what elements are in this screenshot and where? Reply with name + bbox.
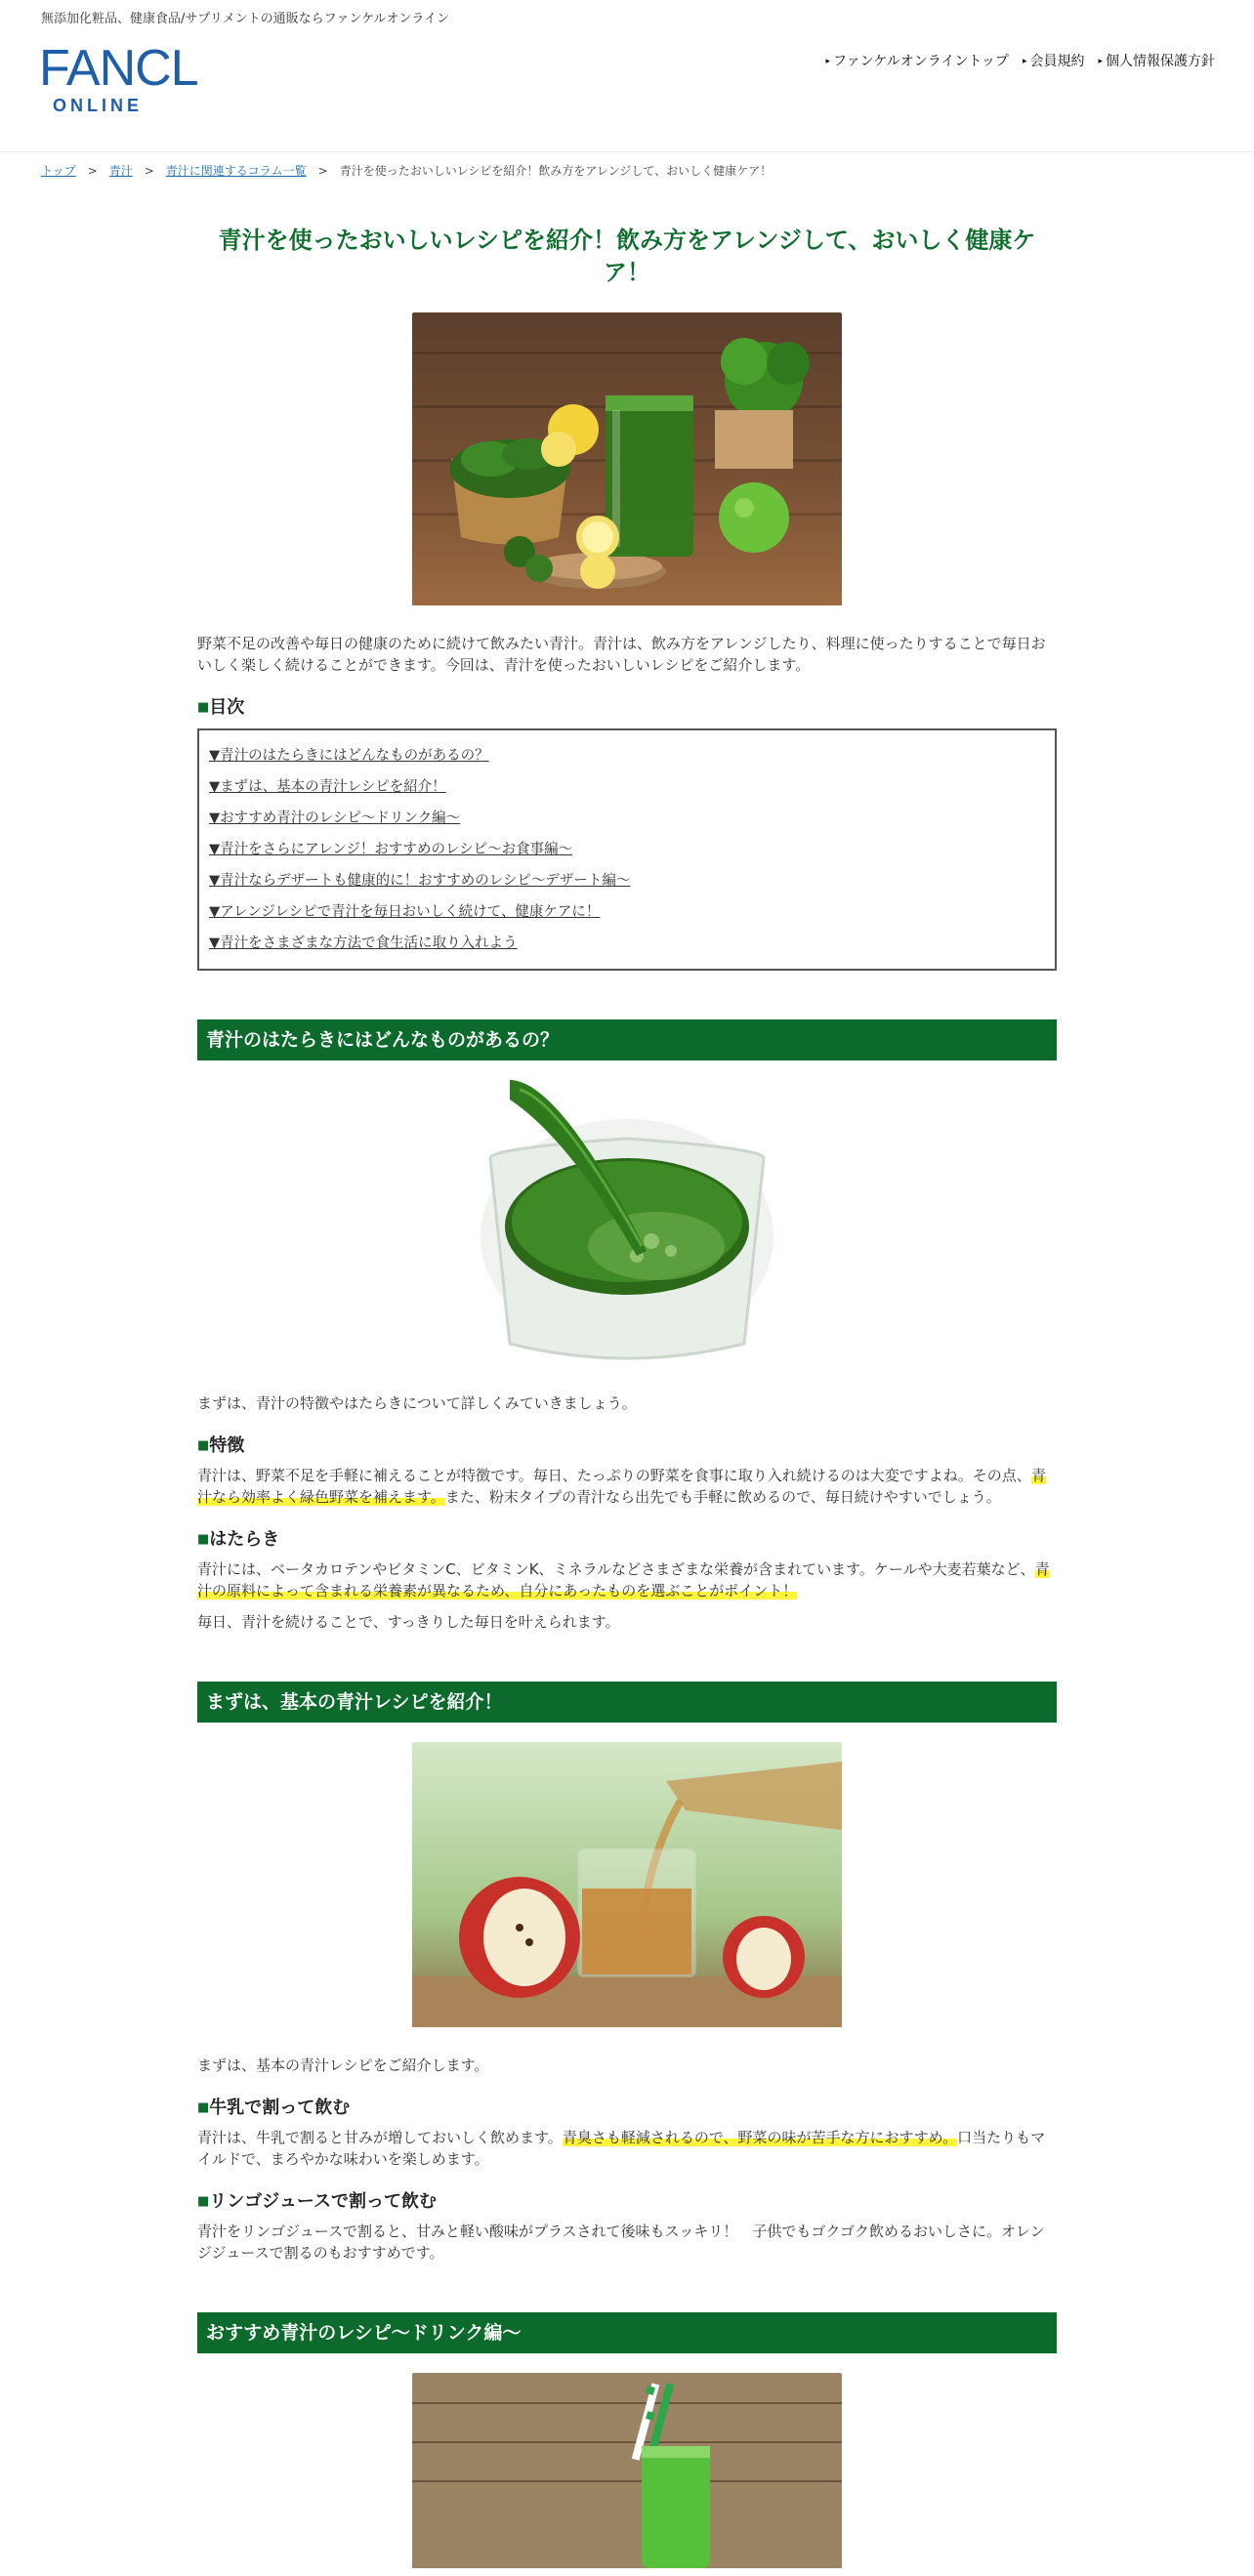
section-heading-basic-recipe: まずは、基本の青汁レシピを紹介！ bbox=[197, 1682, 1057, 1723]
breadcrumb-separator: > bbox=[317, 164, 328, 178]
logo-subtext: ONLINE bbox=[53, 96, 144, 115]
function-heading: ■ はたらき bbox=[197, 1525, 1057, 1551]
toc-link[interactable]: ▼青汁ならデザートも健康的に！おすすめのレシピ～デザート編～ bbox=[209, 873, 631, 889]
article-title: 青汁を使ったおいしいレシピを紹介！飲み方をアレンジして、おいしく健康ケア！ bbox=[218, 227, 1036, 286]
toc-link[interactable]: ▼まずは、基本の青汁レシピを紹介！ bbox=[209, 779, 446, 795]
logo-text: FANCL bbox=[39, 40, 198, 97]
toc-heading: ■ 目次 bbox=[197, 693, 1057, 719]
nav-online-top-link[interactable]: ▸ ファンケルオンライントップ bbox=[826, 51, 1009, 70]
toc-link[interactable]: ▼おすすめ青汁のレシピ～ドリンク編～ bbox=[209, 810, 461, 826]
header-nav bbox=[826, 51, 1216, 70]
site-header bbox=[0, 0, 1254, 152]
apple-juice-heading: ■ リンゴジュースで割って飲む bbox=[197, 2187, 1057, 2213]
breadcrumb-separator: > bbox=[144, 164, 154, 178]
smoothie-image bbox=[412, 2373, 842, 2572]
section-heading-drink-recipes: おすすめ青汁のレシピ～ドリンク編～ bbox=[197, 2312, 1057, 2353]
section-heading-benefits: 青汁のはたらきにはどんなものがあるの？ bbox=[197, 1019, 1057, 1060]
apple-juice-paragraph: 青汁をリンゴジュースで割ると、甘みと軽い酸味がプラスされて後味もスッキリ！ 子供でもゴクゴク飲めるおいしさに。オレンジジュースで割るのもおすすめです。 bbox=[197, 2223, 1045, 2262]
feature-paragraph: 青汁は、野菜不足を手軽に補えることが特徴です。毎日、たっぷりの野菜を食事に取り入れ続けるのは大変ですよね。その点、青汁なら効率よく緑色野菜を補えます。また、粉末タイプの青汁なら出先でも手軽に飲めるので、毎日続けやすいでしょう。 bbox=[197, 1467, 1046, 1506]
milk-paragraph: 青汁は、牛乳で割ると甘みが増しておいしく飲めます。青臭さも軽減されるので、野菜の味が苦手な方におすすめ。口当たりもマイルドで、まろやかな味わいを楽しめます。 bbox=[197, 2129, 1046, 2168]
section2-lead: まずは、基本の青汁レシピをご紹介します。 bbox=[197, 2057, 489, 2074]
toc-link[interactable]: ▼アレンジレシピで青汁を毎日おいしく続けて、健康ケアに！ bbox=[209, 904, 601, 920]
milk-heading: ■ 牛乳で割って飲む bbox=[197, 2094, 1057, 2119]
toc-link[interactable]: ▼青汁をさまざまな方法で食生活に取り入れよう bbox=[209, 935, 518, 951]
fancl-online-logo[interactable] bbox=[39, 40, 198, 116]
section1-lead: まずは、青汁の特徴やはたらきについて詳しくみていきましょう。 bbox=[197, 1394, 637, 1412]
highlighted-text: 青汁の原料によって含まれる栄養素が異なるため、自分にあったものを選ぶことがポイント！ bbox=[197, 1560, 1050, 1600]
nav-privacy-policy-link[interactable]: ▸ 個人情報保護方針 bbox=[1098, 51, 1215, 70]
breadcrumb-top-link[interactable]: トップ bbox=[41, 164, 76, 178]
hero-green-juice-image bbox=[412, 312, 842, 609]
nav-membership-terms-link[interactable]: ▸ 会員規約 bbox=[1023, 51, 1085, 70]
toc-link[interactable]: ▼青汁をさらにアレンジ！おすすめのレシピ～お食事編～ bbox=[209, 842, 573, 857]
green-juice-pour-image bbox=[412, 1080, 842, 1369]
toc-link[interactable]: ▼青汁のはたらきにはどんなものがあるの？ bbox=[209, 748, 489, 764]
highlighted-text: 青臭さも軽減されるので、野菜の味が苦手な方におすすめ。 bbox=[562, 2129, 958, 2146]
feature-heading: ■ 特徴 bbox=[197, 1432, 1057, 1457]
function-closing: 毎日、青汁を続けることで、すっきりした毎日を叶えられます。 bbox=[197, 1613, 620, 1631]
breadcrumb-current: 青汁を使ったおいしいレシピを紹介！飲み方をアレンジして、おいしく健康ケア！ bbox=[339, 164, 773, 178]
breadcrumb-aojiru-link[interactable]: 青汁 bbox=[108, 164, 133, 178]
breadcrumb bbox=[41, 162, 772, 179]
highlighted-text: 青汁なら効率よく緑色野菜を補えます。 bbox=[197, 1467, 1046, 1506]
breadcrumb-separator: > bbox=[87, 164, 98, 178]
intro-paragraph: 野菜不足の改善や毎日の健康のために続けて飲みたい青汁。青汁は、飲み方をアレンジしたり、料理に使ったりすることで毎日おいしく楽しく続けることができます。今回は、青汁を使ったおいしいレシピをご紹介します。 bbox=[197, 635, 1046, 674]
apple-juice-image bbox=[412, 1742, 842, 2031]
article bbox=[197, 215, 1057, 2576]
site-tagline: 無添加化粧品、健康食品/サプリメントの通販ならファンケルオンライン bbox=[41, 12, 450, 26]
breadcrumb-column-list-link[interactable]: 青汁に関連するコラム一覧 bbox=[165, 164, 307, 178]
function-paragraph: 青汁には、ベータカロテンやビタミンC、ビタミンK、ミネラルなどさまざまな栄養が含まれています。ケールや大麦若葉など、青汁の原料によって含まれる栄養素が異なるため、自分にあったものを選ぶことがポイント！ bbox=[197, 1560, 1050, 1600]
table-of-contents bbox=[197, 728, 1057, 971]
